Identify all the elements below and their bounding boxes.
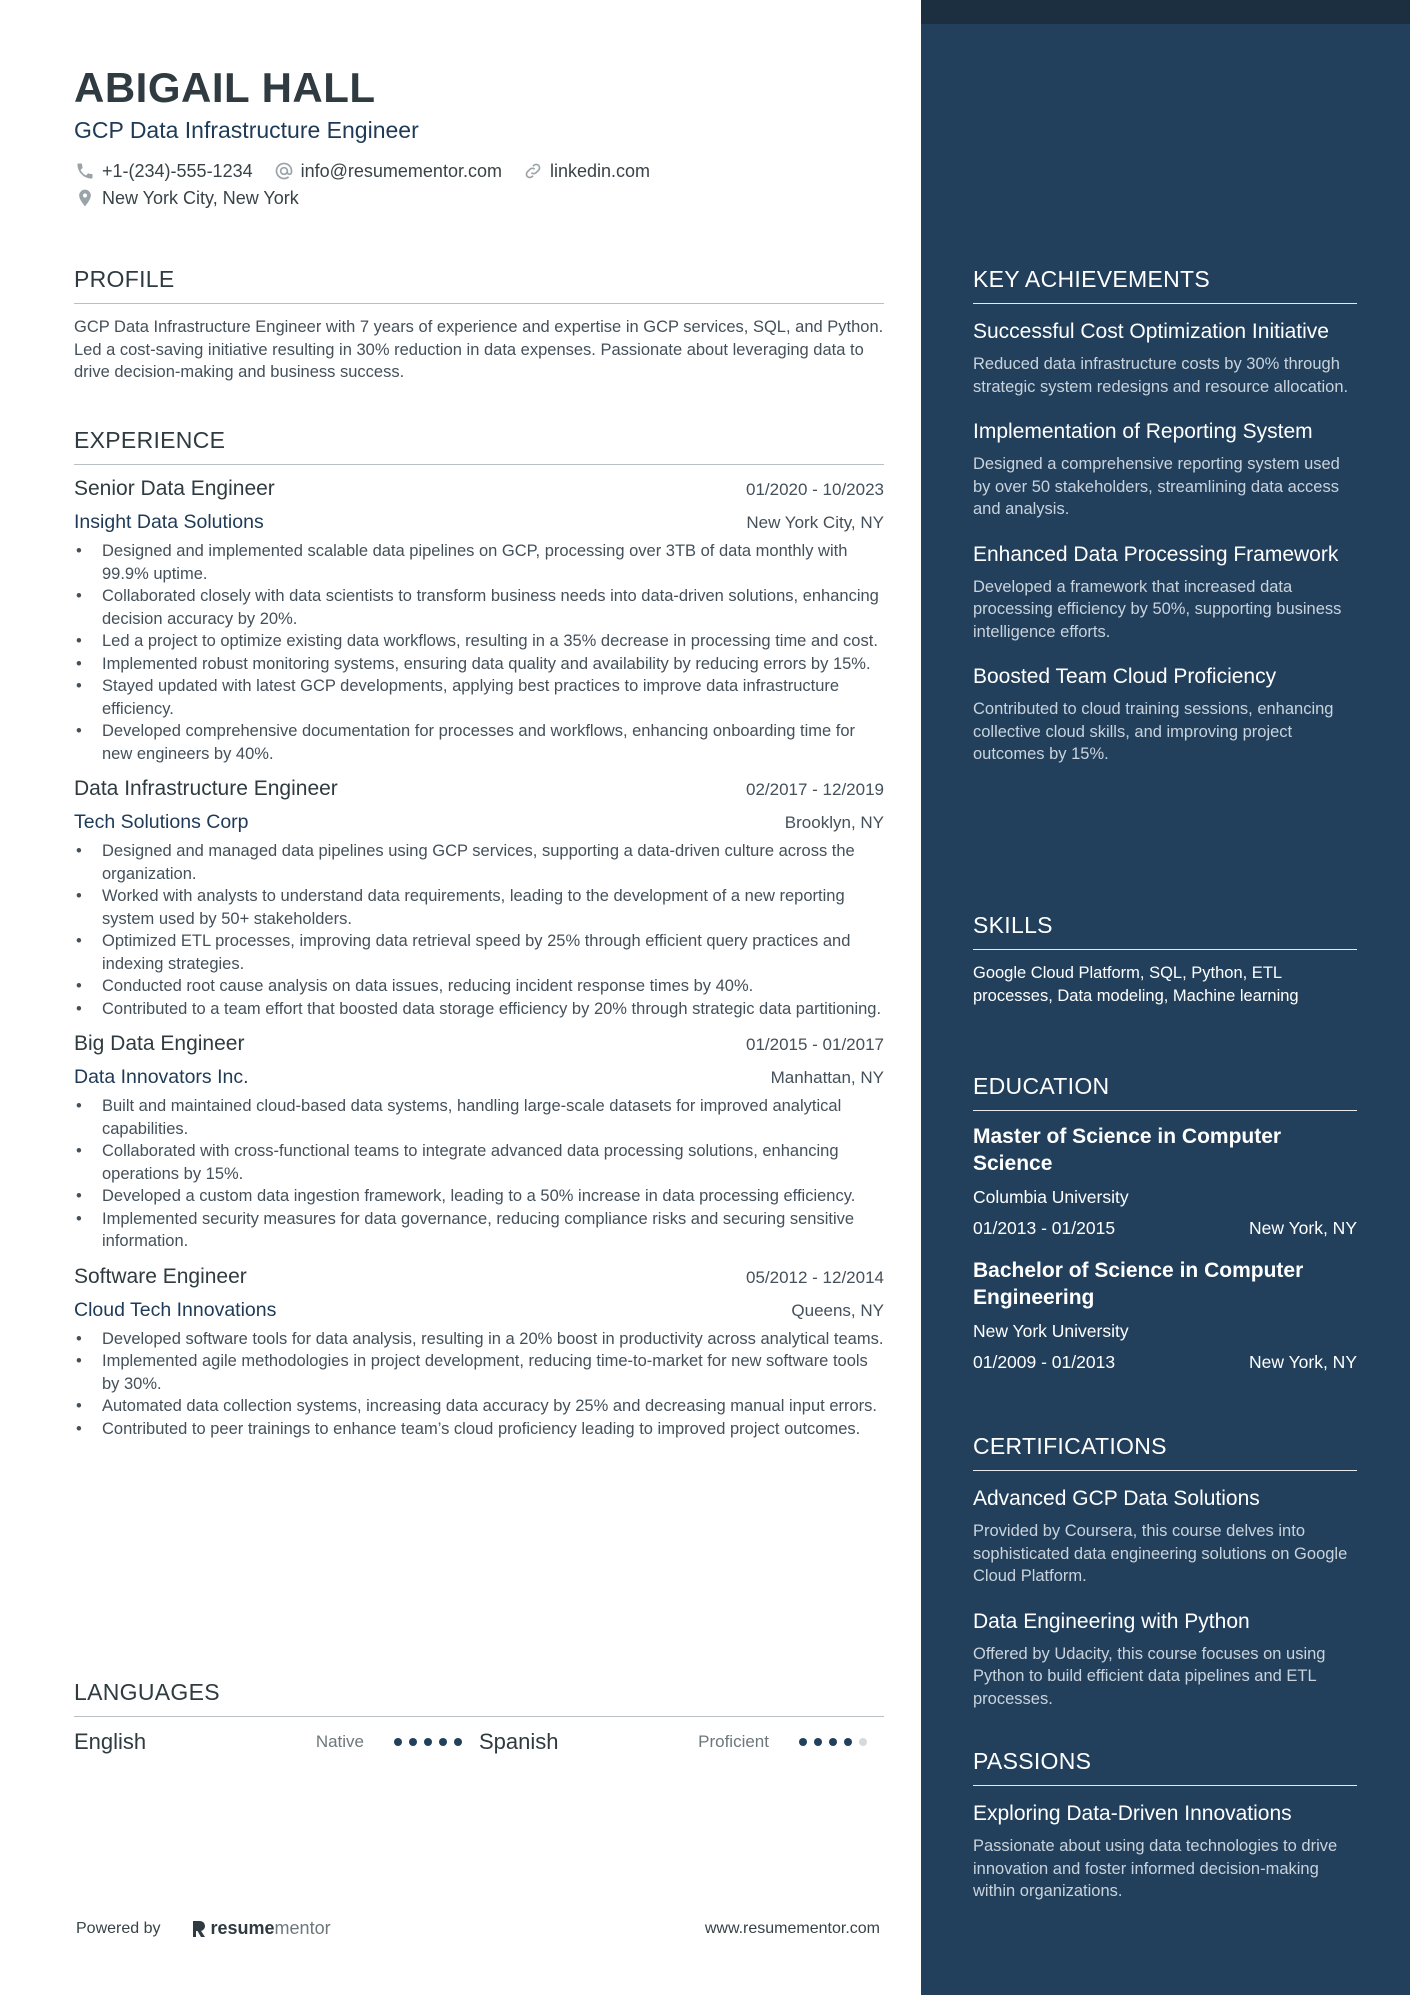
brand-bold: resume (210, 1918, 275, 1938)
certification-item (973, 1608, 1357, 1711)
job-bullet: • Conducted root cause analysis on data issues, reducing incident response times by 40%. (74, 975, 884, 998)
passion-desc: Passionate about using data technologies to drive innovation and foster informed decision-making within organizations. (973, 1837, 1338, 1900)
job-bullets (74, 1328, 884, 1441)
language-rating (799, 1738, 874, 1746)
job-date: 01/2020 - 10/2023 (745, 480, 884, 499)
rating-dot-filled (454, 1738, 462, 1746)
rating-dot-filled (814, 1738, 822, 1746)
education-degree: Bachelor of Science in Computer Engineering (973, 1259, 1304, 1309)
language-item (74, 1729, 479, 1755)
job-bullet: • Built and maintained cloud-based data systems, handling large-scale datasets for improved analytical capabilities. (74, 1095, 884, 1140)
job-role: Data Infrastructure Engineer (74, 777, 338, 800)
job-bullet: • Developed software tools for data analysis, resulting in a 20% boost in productivity across analytical teams. (74, 1328, 884, 1351)
education-item (973, 1257, 1357, 1373)
language-name: Spanish (479, 1729, 559, 1754)
job-bullet: • Collaborated with cross-functional teams to integrate advanced data processing solutions, enhancing operations by 15%. (74, 1140, 884, 1185)
job-entry (74, 1265, 884, 1441)
candidate-name: ABIGAIL HALL (74, 64, 376, 111)
job-location: Manhattan, NY (770, 1068, 884, 1087)
language-item (479, 1729, 884, 1755)
passion-item (973, 1800, 1357, 1903)
contact-phone[interactable] (74, 160, 253, 182)
job-date: 01/2015 - 01/2017 (745, 1035, 884, 1054)
job-bullet: • Optimized ETL processes, improving data retrieval speed by 25% through efficient query practices and indexing strategies. (74, 930, 884, 975)
language-name: English (74, 1729, 147, 1754)
achievement-title: Enhanced Data Processing Framework (973, 542, 1339, 566)
phone-text: +1-(234)-555-1234 (102, 160, 253, 181)
location-row (74, 187, 319, 209)
contact-row (74, 160, 670, 182)
job-bullet: • Contributed to peer trainings to enhance team’s cloud proficiency leading to improved project outcomes. (74, 1418, 884, 1441)
at-icon (273, 160, 295, 182)
job-role: Senior Data Engineer (74, 477, 275, 500)
experience-section (74, 427, 884, 1440)
footer (76, 1918, 880, 1939)
achievement-desc: Developed a framework that increased data processing efficiency by 50%, supporting business intelligence efforts. (973, 577, 1342, 641)
brand-light: mentor (274, 1918, 331, 1938)
languages-section (74, 1679, 884, 1757)
job-location: New York City, NY (746, 513, 884, 532)
certification-item (973, 1485, 1357, 1588)
language-level: Proficient (698, 1732, 769, 1751)
email-text: info@resumementor.com (300, 160, 502, 181)
website-link[interactable]: www.resumementor.com (704, 1919, 880, 1937)
skills-text: Google Cloud Platform, SQL, Python, ETL processes, Data modeling, Machine learning (973, 964, 1299, 1005)
achievement-item (973, 663, 1357, 766)
candidate-title: GCP Data Infrastructure Engineer (74, 117, 419, 143)
achievement-title: Successful Cost Optimization Initiative (973, 320, 1329, 343)
powered-by (76, 1918, 331, 1939)
education-school: New York University (973, 1321, 1129, 1341)
rating-dot-filled (409, 1738, 417, 1746)
languages-row (74, 1727, 884, 1757)
location-pin-icon (74, 187, 96, 209)
education-section (973, 1073, 1357, 1373)
brand-logo[interactable] (191, 1918, 331, 1939)
job-company: Tech Solutions Corp (74, 811, 249, 833)
job-entry (74, 477, 884, 765)
job-bullet: • Designed and managed data pipelines using GCP services, supporting a data-driven culture across the organization. (74, 840, 884, 885)
certification-desc: Provided by Coursera, this course delves into sophisticated data engineering solutions on Google Cloud Platform. (973, 1522, 1348, 1585)
certification-title: Data Engineering with Python (973, 1609, 1250, 1633)
profile-section (74, 266, 884, 384)
job-company: Insight Data Solutions (74, 511, 264, 533)
job-bullet: • Implemented robust monitoring systems, ensuring data quality and availability by reducing errors by 15%. (74, 653, 884, 676)
job-bullet: • Implemented security measures for data governance, reducing compliance risks and securing sensitive information. (74, 1208, 884, 1253)
skills-heading: SKILLS (973, 912, 1357, 950)
job-entry (74, 1032, 884, 1253)
certification-desc: Offered by Udacity, this course focuses on using Python to build efficient data pipelines and ETL processes. (973, 1644, 1326, 1708)
job-bullets (74, 840, 884, 1020)
job-date: 02/2017 - 12/2019 (745, 780, 884, 799)
contact-location (74, 187, 299, 209)
job-bullet: • Developed comprehensive documentation for processes and workflows, enhancing onboarding time for new engineers by 40%. (74, 720, 884, 765)
linkedin-text: linkedin.com (549, 160, 651, 181)
rating-dot-filled (799, 1738, 807, 1746)
experience-heading: EXPERIENCE (74, 427, 884, 465)
language-level: Native (315, 1732, 364, 1751)
job-entry (74, 777, 884, 1020)
job-company: Data Innovators Inc. (74, 1066, 249, 1088)
sidebar-top-band (921, 0, 1410, 24)
location-text: New York City, New York (102, 187, 299, 208)
job-bullet: • Implemented agile methodologies in project development, reducing time-to-market for new software tools by 30%. (74, 1350, 884, 1395)
education-date: 01/2009 - 01/2013 (973, 1352, 1116, 1372)
job-date: 05/2012 - 12/2014 (745, 1267, 884, 1287)
job-bullet: • Contributed to a team effort that boosted data storage efficiency by 20% through strategic data partitioning. (74, 998, 884, 1021)
certification-title: Advanced GCP Data Solutions (973, 1487, 1260, 1510)
skills-section (973, 912, 1357, 1007)
profile-heading: PROFILE (74, 266, 884, 304)
education-school: Columbia University (973, 1187, 1129, 1207)
powered-by-text: Powered by (76, 1919, 161, 1937)
job-bullet: • Developed a custom data ingestion framework, leading to a 50% increase in data processing efficiency. (74, 1185, 884, 1208)
job-bullet: • Automated data collection systems, increasing data accuracy by 25% and decreasing manual input errors. (74, 1395, 884, 1418)
rating-dot-filled (844, 1738, 852, 1746)
achievement-title: Implementation of Reporting System (973, 420, 1313, 443)
achievement-desc: Designed a comprehensive reporting system used by over 50 stakeholders, streamlining data access and analysis. (973, 455, 1340, 518)
job-bullet: • Stayed updated with latest GCP developments, applying best practices to improve data infrastructure efficiency. (74, 675, 884, 720)
rating-dot-filled (394, 1738, 402, 1746)
passions-section (973, 1748, 1357, 1903)
achievement-title: Boosted Team Cloud Proficiency (973, 665, 1277, 688)
job-bullet: • Led a project to optimize existing data workflows, resulting in a 35% decrease in processing time and cost. (74, 630, 884, 653)
certifications-heading: CERTIFICATIONS (973, 1433, 1357, 1471)
contact-linkedin[interactable] (522, 160, 650, 182)
resume-sidebar (921, 0, 1410, 1995)
job-bullets (74, 1095, 884, 1253)
achievement-item (973, 318, 1357, 398)
achievement-item (973, 541, 1357, 644)
rating-dot-empty (859, 1738, 867, 1746)
rating-dot-filled (829, 1738, 837, 1746)
education-degree: Master of Science in Computer Science (973, 1125, 1282, 1175)
profile-text: GCP Data Infrastructure Engineer with 7 years of experience and expertise in GCP services, SQL, and Python. Led a cost-saving initiative resulting in 30% reduction in data expenses. Passionate about leveraging data to drive decision-making and business success. (74, 318, 884, 381)
achievement-desc: Reduced data infrastructure costs by 30% through strategic system redesigns and resource allocation. (973, 355, 1349, 396)
passions-heading: PASSIONS (973, 1748, 1357, 1786)
job-role: Software Engineer (74, 1264, 247, 1288)
achievements-heading: KEY ACHIEVEMENTS (973, 266, 1357, 304)
achievement-item (973, 418, 1357, 521)
job-bullet: • Worked with analysts to understand data requirements, leading to the development of a new reporting system used by 50+ stakeholders. (74, 885, 884, 930)
resumementor-logo-icon (191, 1919, 207, 1939)
education-location: New York, NY (1249, 1352, 1357, 1372)
job-company: Cloud Tech Innovations (74, 1298, 277, 1321)
job-bullets (74, 540, 884, 765)
education-date: 01/2013 - 01/2015 (973, 1218, 1116, 1238)
job-bullet: • Collaborated closely with data scientists to transform business needs into data-driven solutions, enhancing decision accuracy by 20%. (74, 585, 884, 630)
job-role: Big Data Engineer (74, 1032, 245, 1055)
passion-title: Exploring Data-Driven Innovations (973, 1802, 1292, 1825)
achievement-desc: Contributed to cloud training sessions, enhancing collective cloud skills, and improving project outcomes by 15%. (973, 700, 1334, 763)
contact-email[interactable] (273, 160, 502, 182)
job-bullet: • Designed and implemented scalable data pipelines on GCP, processing over 3TB of data monthly with 99.9% uptime. (74, 540, 884, 585)
job-location: Queens, NY (791, 1300, 884, 1320)
achievements-section (973, 266, 1357, 766)
link-icon (522, 160, 544, 182)
language-rating (394, 1738, 469, 1746)
certifications-section (973, 1433, 1357, 1710)
phone-icon (74, 160, 96, 182)
rating-dot-filled (439, 1738, 447, 1746)
languages-heading: LANGUAGES (74, 1679, 884, 1717)
job-location: Brooklyn, NY (784, 813, 884, 832)
rating-dot-filled (424, 1738, 432, 1746)
education-heading: EDUCATION (973, 1073, 1357, 1111)
education-location: New York, NY (1249, 1218, 1357, 1238)
education-item (973, 1123, 1357, 1239)
